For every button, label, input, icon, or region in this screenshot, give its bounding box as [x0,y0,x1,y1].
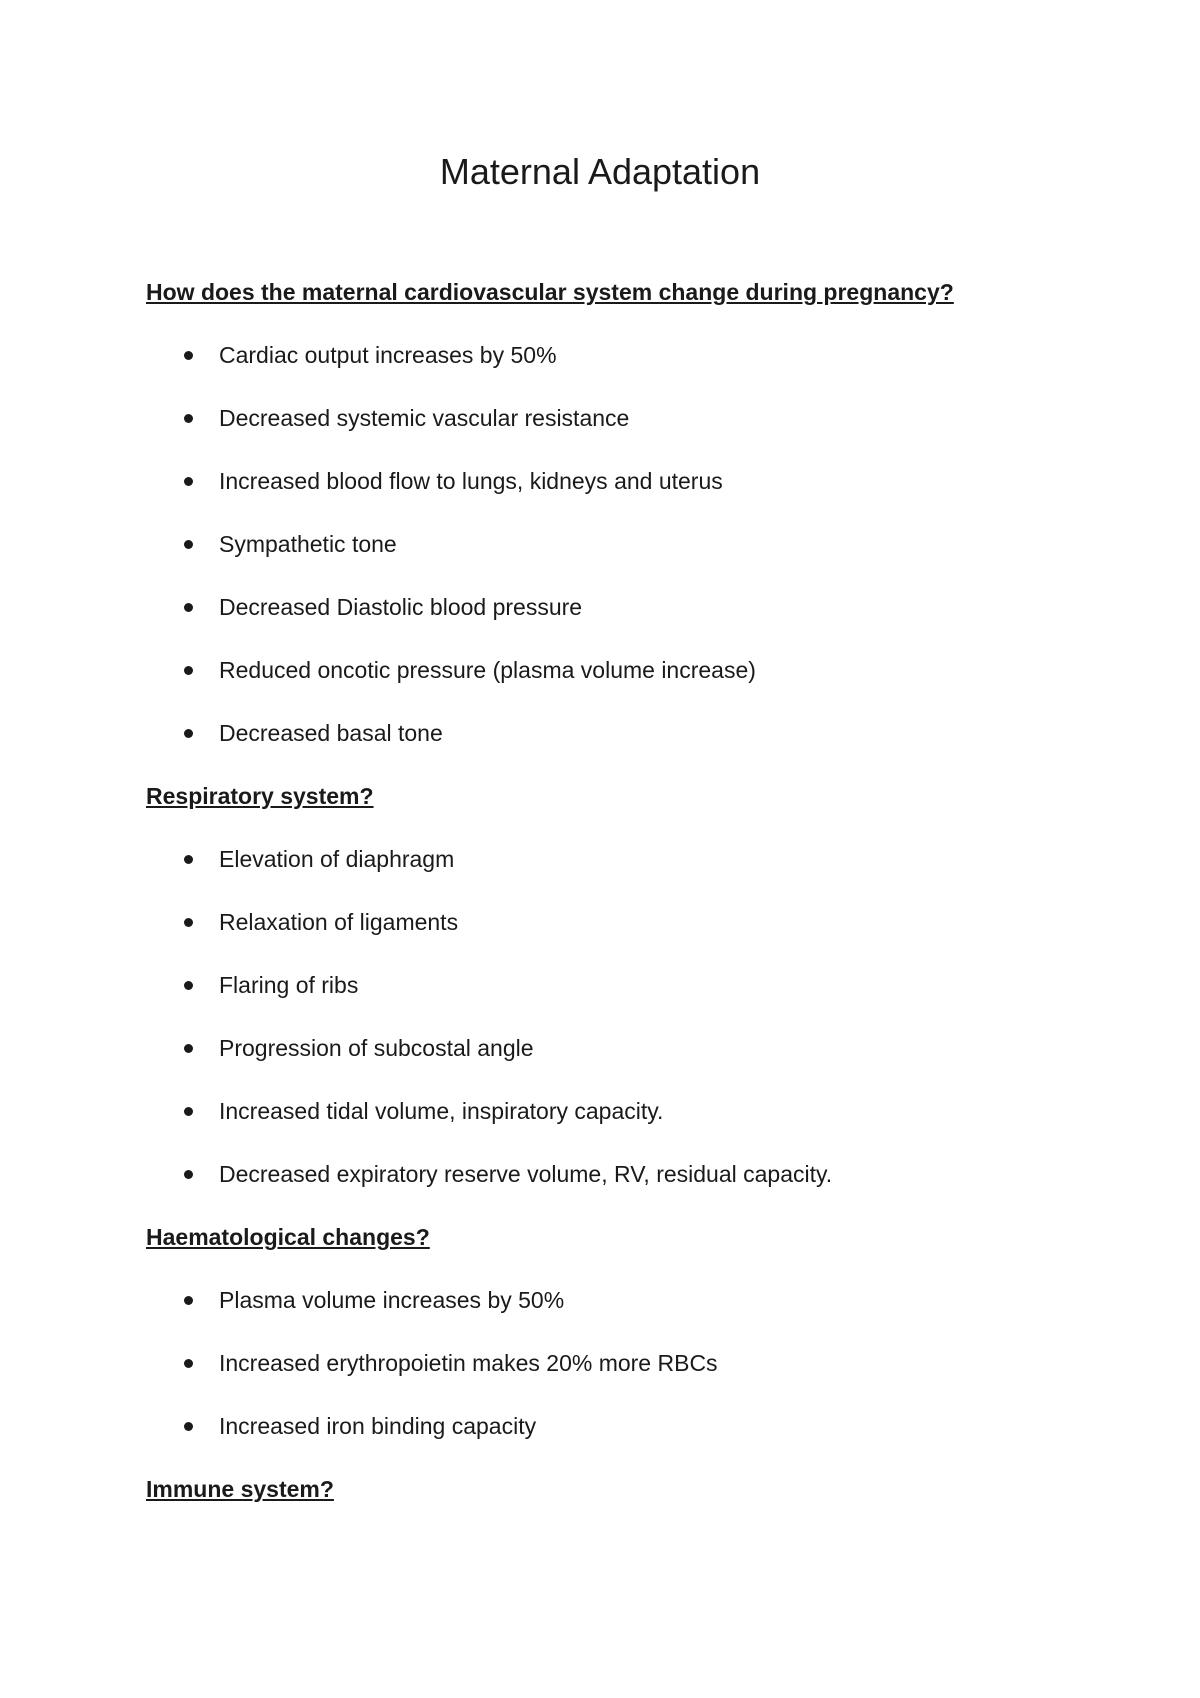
bullet-icon [184,981,193,990]
list-item-text: Sympathetic tone [219,531,397,557]
list-item [146,1031,1106,1065]
list-item-text: Progression of subcostal angle [219,1035,534,1061]
list-item-text: Elevation of diaphragm [219,846,455,872]
list-item-text: Cardiac output increases by 50% [219,342,557,368]
list-item [146,590,1106,624]
list-item [146,401,1106,435]
list-item [146,716,1106,750]
section-immune [146,1472,1106,1506]
list-item [146,968,1106,1002]
list-item-text: Relaxation of ligaments [219,909,459,935]
section-heading: How does the maternal cardiovascular system change during pregnancy? [146,279,954,305]
section-heading: Haematological changes? [146,1224,430,1250]
section-heading: Immune system? [146,1476,334,1502]
page-title: Maternal Adaptation [439,151,761,192]
list-item-text: Plasma volume increases by 50% [219,1287,565,1313]
list-item-text: Reduced oncotic pressure (plasma volume increase) [219,657,756,683]
list-item [146,1157,1106,1191]
list-item [146,1094,1106,1128]
list-item-text: Decreased systemic vascular resistance [219,405,630,431]
bullet-icon [184,540,193,549]
section-respiratory [146,779,1106,1191]
list-item-text: Increased iron binding capacity [219,1413,537,1439]
bullet-list [146,1283,1106,1443]
list-item-text: Decreased Diastolic blood pressure [219,594,583,620]
bullet-icon [184,351,193,360]
bullet-icon [184,1296,193,1305]
list-item-text: Increased erythropoietin makes 20% more RBCs [219,1350,718,1376]
list-item [146,905,1106,939]
list-item-text: Decreased basal tone [219,720,443,746]
list-item [146,338,1106,372]
bullet-list [146,338,1106,750]
list-item [146,653,1106,687]
list-item-text: Increased blood flow to lungs, kidneys and uterus [219,468,723,494]
section-cardiovascular [146,275,1106,750]
bullet-icon [184,414,193,423]
bullet-icon [184,1170,193,1179]
document-body [146,275,1106,1535]
bullet-icon [184,666,193,675]
list-item [146,1346,1106,1380]
list-item-text: Increased tidal volume, inspiratory capacity. [219,1098,664,1124]
section-haematological [146,1220,1106,1443]
list-item [146,464,1106,498]
bullet-icon [184,1422,193,1431]
bullet-list [146,842,1106,1191]
list-item [146,527,1106,561]
list-item-text: Flaring of ribs [219,972,359,998]
bullet-icon [184,1044,193,1053]
list-item [146,1283,1106,1317]
bullet-icon [184,729,193,738]
list-item [146,842,1106,876]
list-item-text: Decreased expiratory reserve volume, RV, residual capacity. [219,1161,833,1187]
bullet-icon [184,603,193,612]
bullet-icon [184,1107,193,1116]
bullet-icon [184,855,193,864]
section-heading: Respiratory system? [146,783,374,809]
bullet-icon [184,1359,193,1368]
bullet-icon [184,477,193,486]
bullet-icon [184,918,193,927]
list-item [146,1409,1106,1443]
